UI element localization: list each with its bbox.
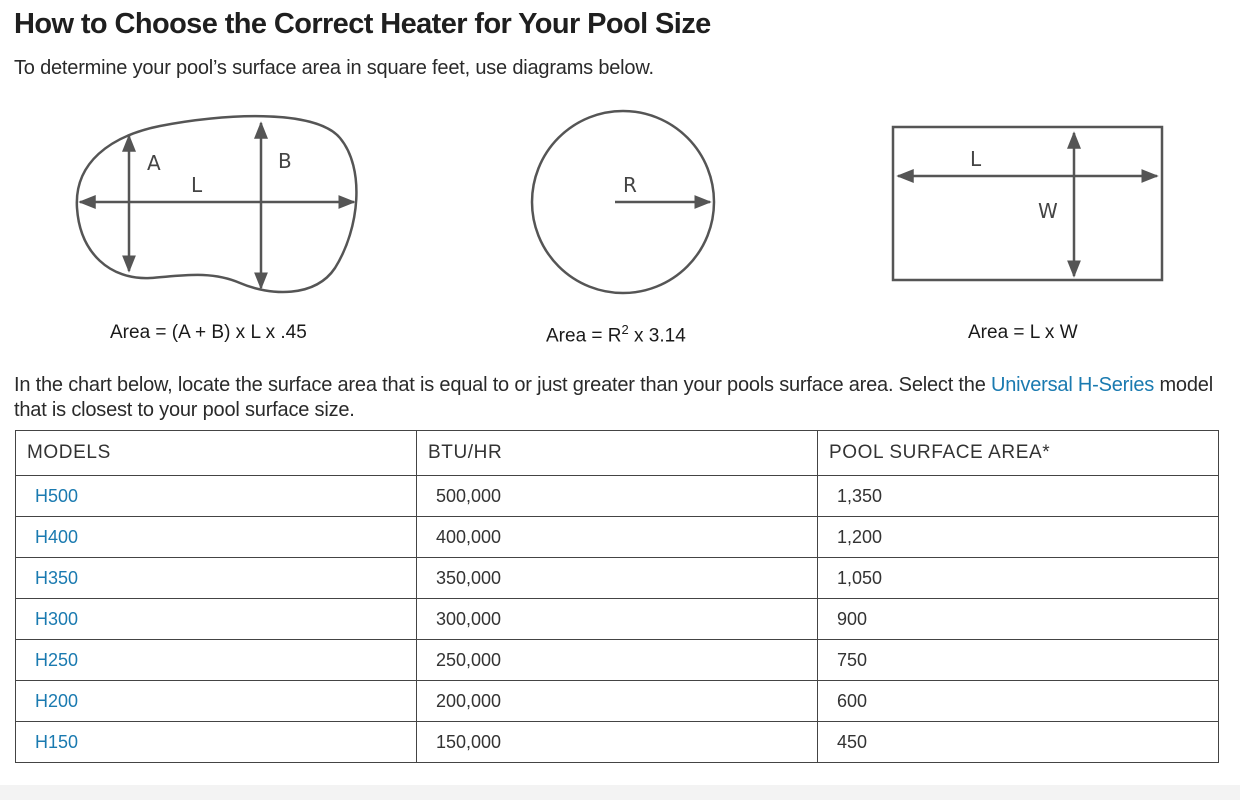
area-cell: 1,050 (818, 558, 1219, 599)
area-cell: 900 (818, 599, 1219, 640)
page-bottom-band (0, 785, 1240, 800)
label-w: W (1038, 199, 1058, 223)
model-link-h250[interactable]: H250 (35, 649, 79, 670)
header-models: MODELS (16, 431, 417, 476)
area-cell: 600 (818, 681, 1219, 722)
model-link-h400[interactable]: H400 (35, 526, 79, 547)
header-area: POOL SURFACE AREA* (818, 431, 1219, 476)
instructions-after: model that is closest to your pool surface size. (14, 374, 1213, 421)
label-l: L (191, 173, 203, 197)
model-cell (16, 722, 417, 763)
model-cell (16, 599, 417, 640)
round-formula-prefix: Area = R (546, 325, 622, 347)
model-link-h300[interactable]: H300 (35, 608, 79, 629)
table-row (16, 722, 1219, 763)
btu-cell: 150,000 (417, 722, 818, 763)
model-cell (16, 558, 417, 599)
kidney-pool-diagram (70, 108, 370, 304)
model-link-h350[interactable]: H350 (35, 567, 79, 588)
table-row (16, 517, 1219, 558)
table-row (16, 681, 1219, 722)
area-cell: 1,350 (818, 476, 1219, 517)
btu-cell: 200,000 (417, 681, 818, 722)
area-cell: 450 (818, 722, 1219, 763)
round-area-formula (546, 322, 686, 347)
model-cell (16, 476, 417, 517)
btu-cell: 400,000 (417, 517, 818, 558)
btu-cell: 250,000 (417, 640, 818, 681)
btu-cell: 500,000 (417, 476, 818, 517)
label-a: A (147, 151, 161, 175)
model-link-h500[interactable]: H500 (35, 485, 79, 506)
btu-cell: 350,000 (417, 558, 818, 599)
round-formula-exponent: 2 (621, 322, 629, 337)
rectangle-area-formula: Area = L x W (968, 322, 1078, 343)
model-cell (16, 681, 417, 722)
model-link-h200[interactable]: H200 (35, 690, 79, 711)
table-row (16, 476, 1219, 517)
label-r: R (623, 173, 637, 197)
universal-h-series-link[interactable]: Universal H-Series (991, 374, 1155, 396)
heater-table (15, 430, 1219, 763)
label-b: B (278, 149, 292, 173)
model-link-h150[interactable]: H150 (35, 731, 79, 752)
table-header-row (16, 431, 1219, 476)
round-pool-diagram (525, 108, 725, 298)
rectangle-pool-diagram (890, 124, 1170, 284)
area-cell: 1,200 (818, 517, 1219, 558)
area-cell: 750 (818, 640, 1219, 681)
table-row (16, 640, 1219, 681)
page-title: How to Choose the Correct Heater for Your Pool Size (14, 8, 711, 40)
table-row (16, 558, 1219, 599)
table-row (16, 599, 1219, 640)
model-cell (16, 517, 417, 558)
header-btu: BTU/HR (417, 431, 818, 476)
instructions-before: In the chart below, locate the surface area that is equal to or just greater than your pools surface area. Select the (14, 374, 991, 396)
rectangle-pool-outline (893, 127, 1162, 280)
instructions-text (14, 373, 1214, 423)
model-cell (16, 640, 417, 681)
page-subtitle: To determine your pool’s surface area in square feet, use diagrams below. (14, 57, 654, 79)
btu-cell: 300,000 (417, 599, 818, 640)
kidney-pool-outline (77, 116, 357, 292)
label-l: L (970, 147, 982, 171)
round-formula-suffix: x 3.14 (628, 325, 686, 347)
kidney-area-formula: Area = (A + B) x L x .45 (110, 322, 307, 343)
